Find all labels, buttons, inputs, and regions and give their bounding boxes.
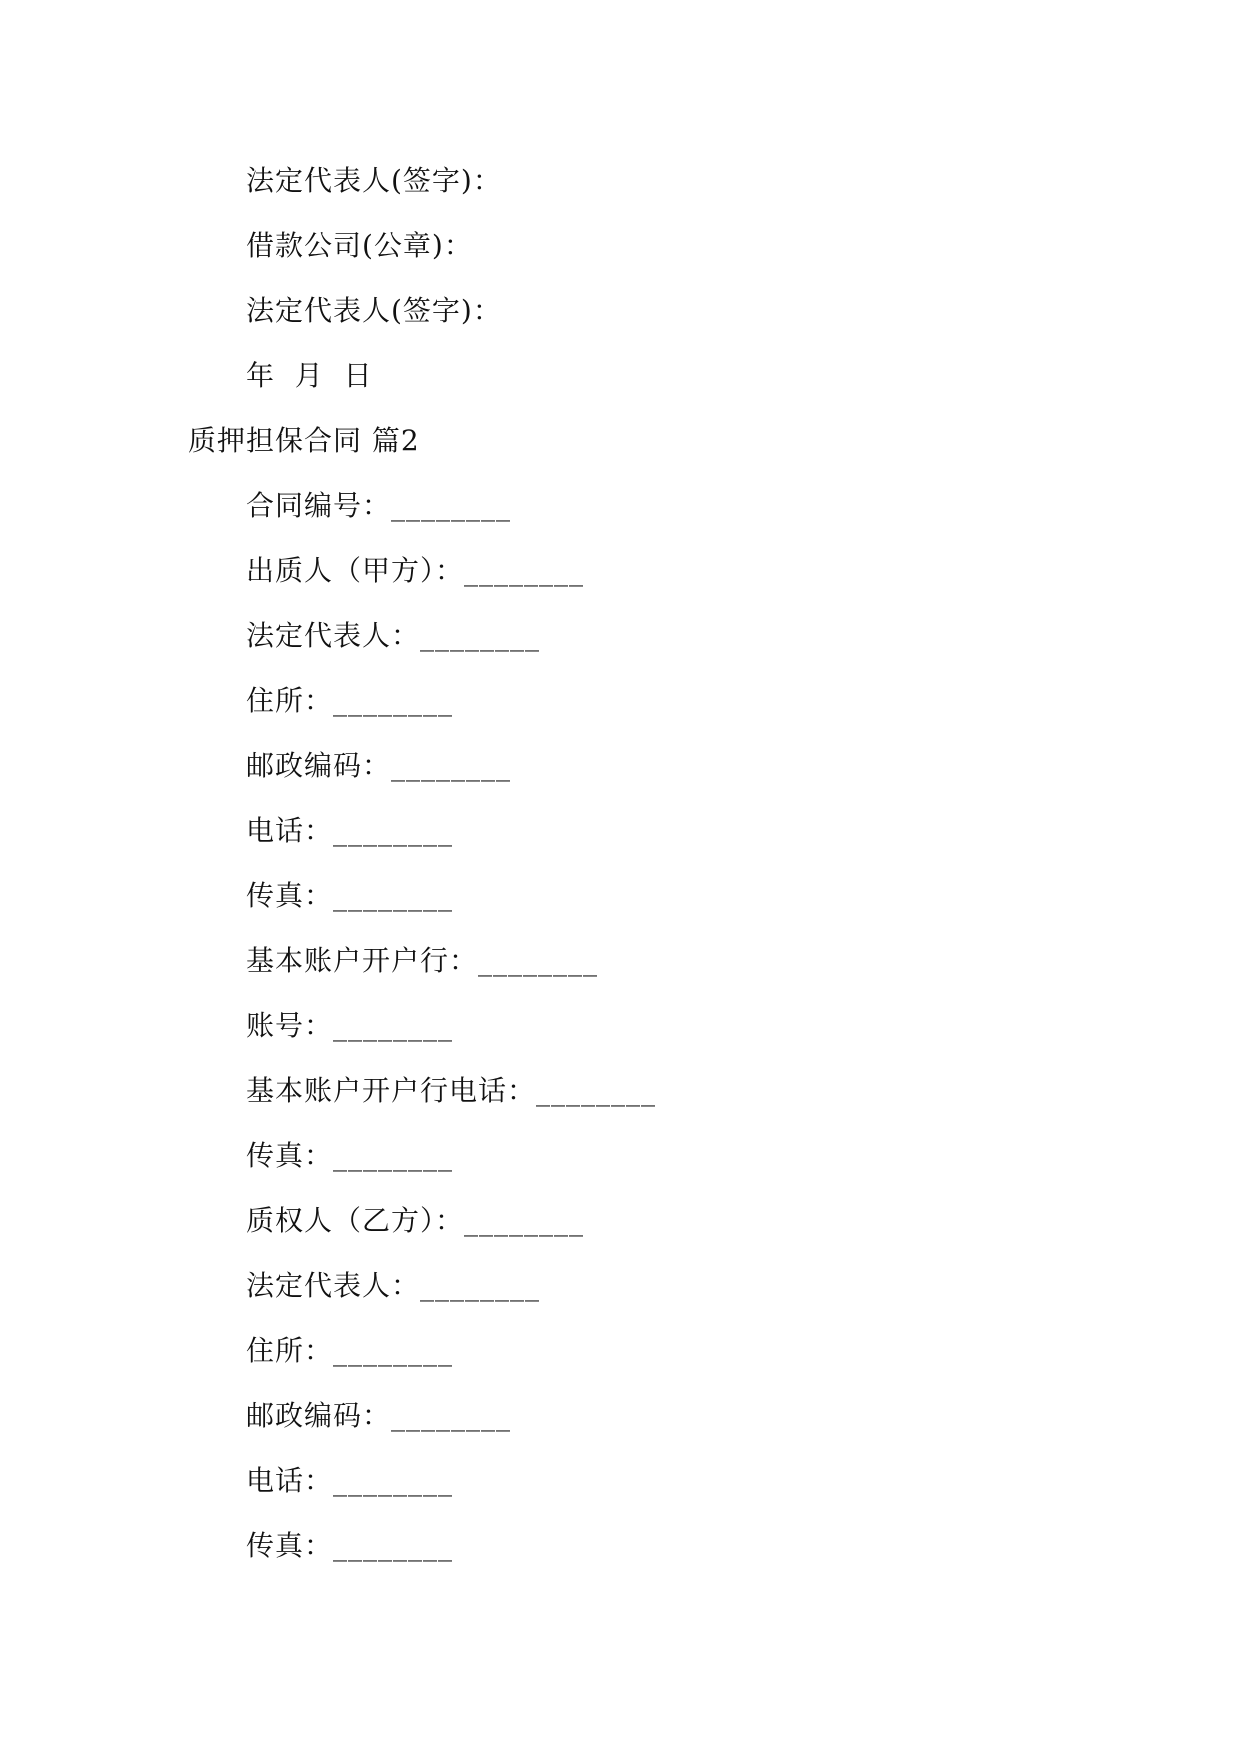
- field-pledgor-bank-phone: 基本账户开户行电话：________: [246, 1074, 657, 1107]
- field-pledgee: 质权人（乙方）：________: [246, 1204, 585, 1237]
- field-pledgee-fax: 传真：________: [246, 1529, 454, 1562]
- field-pledgor-legal-rep: 法定代表人：________: [246, 619, 541, 652]
- signature-date-line: 年 月 日: [246, 359, 373, 392]
- section-title: 质押担保合同 篇2: [188, 424, 420, 457]
- field-pledgee-legal-rep: 法定代表人：________: [246, 1269, 541, 1302]
- field-pledgor-fax: 传真：________: [246, 879, 454, 912]
- field-pledgor: 出质人（甲方）：________: [246, 554, 585, 587]
- field-pledgor-phone: 电话：________: [246, 814, 454, 847]
- field-pledgor-address: 住所：________: [246, 684, 454, 717]
- field-pledgee-phone: 电话：________: [246, 1464, 454, 1497]
- field-pledgee-postcode: 邮政编码：________: [246, 1399, 512, 1432]
- signature-company-seal-line: 借款公司(公章)：: [246, 229, 473, 262]
- signature-legal-rep-line-1: 法定代表人(签字)：: [246, 164, 502, 197]
- field-pledgor-bank: 基本账户开户行：________: [246, 944, 599, 977]
- signature-legal-rep-line-2: 法定代表人(签字)：: [246, 294, 502, 327]
- field-pledgee-address: 住所：________: [246, 1334, 454, 1367]
- field-pledgor-postcode: 邮政编码：________: [246, 749, 512, 782]
- field-pledgor-account: 账号：________: [246, 1009, 454, 1042]
- field-pledgor-fax-2: 传真：________: [246, 1139, 454, 1172]
- field-contract-number: 合同编号：________: [246, 489, 512, 522]
